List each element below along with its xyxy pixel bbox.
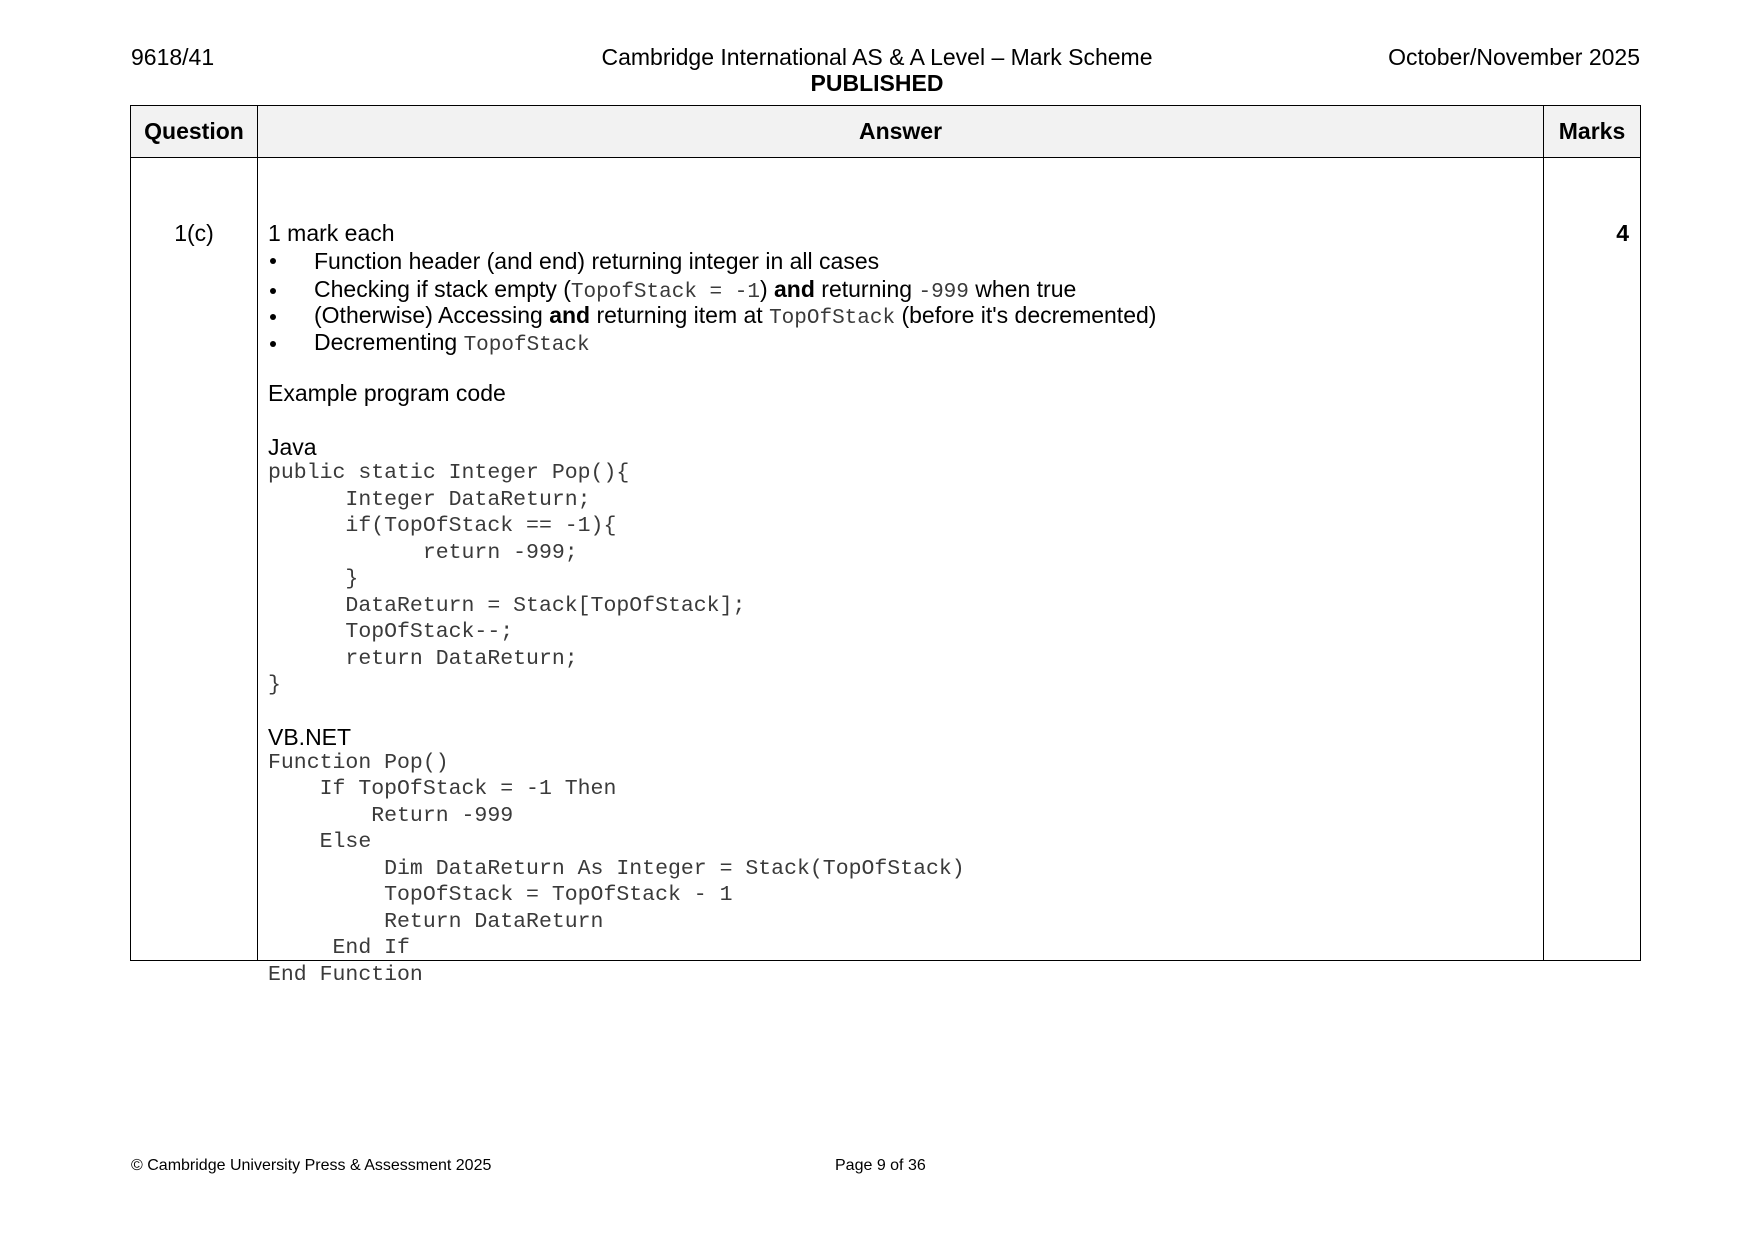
bold-keyword: and [549, 302, 591, 328]
question-column-header: Question [131, 106, 258, 158]
answer-column-header: Answer [258, 106, 1544, 158]
bullet-icon [268, 276, 314, 302]
text-segment: returning [814, 276, 919, 302]
bullet-icon [268, 246, 314, 276]
table-row [131, 158, 1641, 961]
document-title: Cambridge International AS & A Level – Mark Scheme [601, 44, 1153, 70]
answer-cell [258, 158, 1544, 987]
bullet-text [314, 329, 590, 356]
vbnet-label: VB.NET [268, 723, 352, 750]
marks-value: 4 [1616, 220, 1629, 246]
inline-code: TopofStack = -1 [570, 281, 760, 304]
java-code-block: public static Integer Pop(){ Integer DataReturn; if(TopOfStack == -1){ return -999; } DataReturn = Stack[TopOfStack]; TopOfStack--; return DataReturn; } [268, 461, 746, 697]
list-item [268, 302, 1533, 329]
text-segment: Checking if stack empty ( [314, 276, 571, 302]
java-label: Java [268, 434, 317, 460]
bullet-icon [268, 329, 314, 356]
text-segment: Decrementing [314, 329, 464, 355]
list-item [268, 329, 1533, 356]
page-number: Page 9 of 36 [835, 1157, 926, 1174]
published-status: PUBLISHED [810, 70, 944, 96]
text-segment: when true [968, 276, 1077, 302]
marks-cell [1544, 158, 1641, 961]
inline-code: TopofStack [463, 334, 590, 357]
text-segment: (Otherwise) Accessing [314, 302, 550, 328]
text-segment: ) [759, 276, 775, 302]
bullet-text: Function header (and end) returning integer in all cases [314, 248, 880, 274]
text-segment: (before it's decremented) [895, 302, 1157, 328]
bold-keyword: and [774, 276, 815, 302]
copyright-notice: © Cambridge University Press & Assessment 2025 [131, 1157, 492, 1174]
vbnet-code-block: Function Pop() If TopOfStack = -1 Then Return -999 Else Dim DataReturn As Integer = Stack(TopOfStack) TopOfStack = TopOfStack - 1 Return DataReturn End If End Function [268, 750, 965, 987]
question-number: 1(c) [174, 220, 214, 246]
list-item [268, 276, 1533, 302]
exam-session: October/November 2025 [1388, 44, 1640, 70]
marks-column-header: Marks [1544, 106, 1641, 158]
bullet-text [314, 276, 1076, 302]
bullet-icon [268, 302, 314, 329]
question-cell [131, 158, 258, 961]
marking-intro: 1 mark each [268, 220, 395, 246]
mark-scheme-table [130, 105, 1641, 987]
inline-code: TopOfStack [769, 307, 896, 330]
paper-code: 9618/41 [131, 44, 215, 70]
list-item [268, 246, 1533, 276]
inline-code: -999 [918, 281, 969, 304]
table-header-row [131, 106, 1641, 158]
text-segment: returning item at [590, 302, 770, 328]
bullet-text [314, 302, 1156, 329]
example-heading: Example program code [268, 380, 506, 406]
answer-content [268, 220, 1533, 988]
